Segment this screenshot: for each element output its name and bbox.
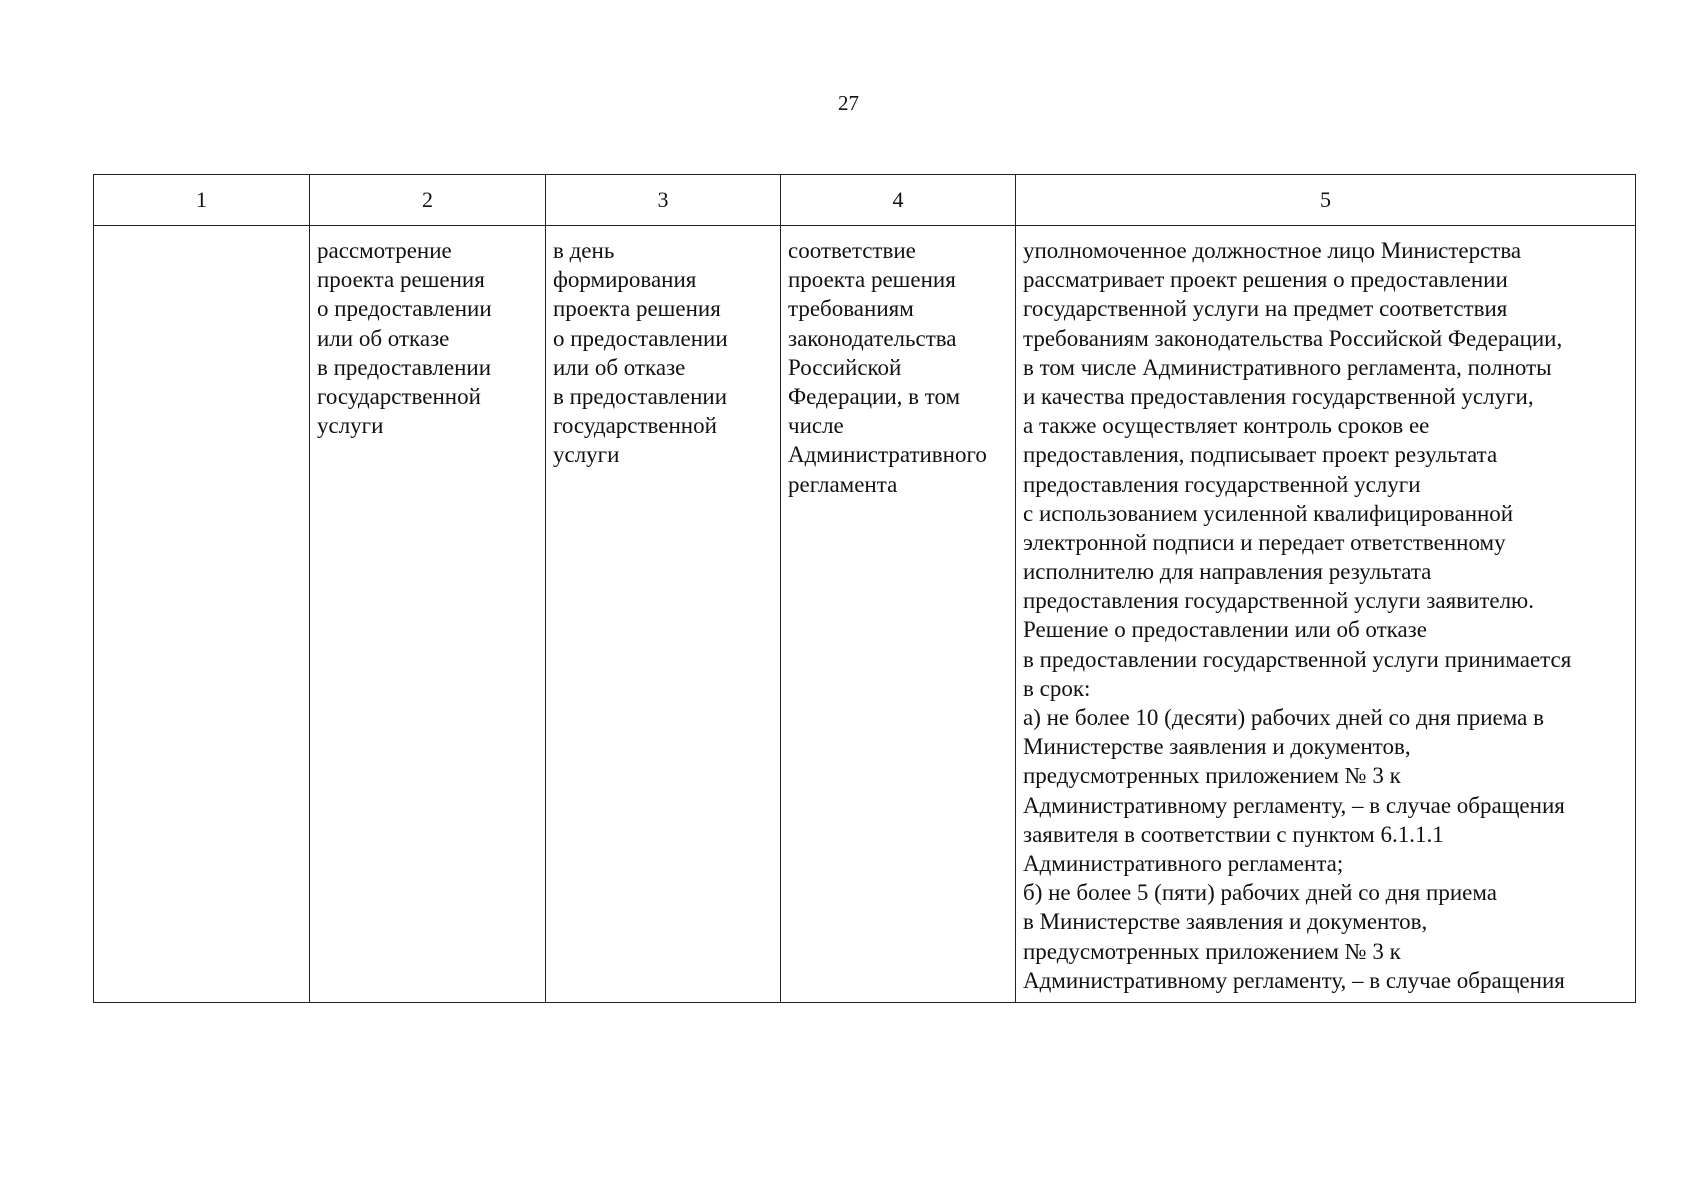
text-line: уполномоченное должностное лицо Министерства <box>1023 238 1522 263</box>
deadline-text <box>546 226 780 470</box>
text-line: в предоставлении <box>553 383 728 409</box>
text-line: числе <box>788 413 844 439</box>
text-line: предусмотренных приложением № 3 к <box>1023 938 1401 964</box>
column-header-1: 1 <box>94 175 310 226</box>
text-line: государственной <box>553 413 717 439</box>
text-line: Административному регламенту, – в случае обращения <box>1023 967 1565 993</box>
cell-procedure-name <box>310 226 546 1003</box>
text-line: предоставления государственной услуги заявителю. <box>1023 588 1534 614</box>
text-line: предоставления, подписывает проект результата <box>1023 442 1498 468</box>
text-line: или об отказе <box>317 325 450 351</box>
criteria-text <box>781 226 1015 499</box>
text-line: электронной подписи и передает ответственному <box>1023 529 1506 555</box>
text-line: государственной услуги на предмет соответствия <box>1023 296 1508 322</box>
text-line: или об отказе <box>553 354 686 380</box>
text-line: а) не более 10 (десяти) рабочих дней со дня приема в <box>1023 705 1544 730</box>
text-line: заявителя в соответствии с пунктом 6.1.1.1 <box>1023 821 1444 847</box>
text-line: в предоставлении <box>317 354 492 380</box>
cell-col1-text <box>94 226 309 236</box>
text-line: Решение о предоставлении или об отказе <box>1023 617 1427 643</box>
cell-deadline <box>546 226 781 1003</box>
text-line: в том числе Административного регламента, полноты <box>1023 354 1552 380</box>
procedure-name-text <box>310 226 545 440</box>
text-line: Административного <box>788 442 987 468</box>
text-line: о предоставлении <box>553 325 728 351</box>
table-header-row <box>94 175 1636 226</box>
procedure-table <box>93 174 1636 1003</box>
text-line: в день <box>553 238 615 263</box>
description-text <box>1016 226 1635 995</box>
text-line: проекта решения <box>553 296 721 322</box>
text-line: требованиям законодательства Российской Федерации, <box>1023 325 1563 351</box>
text-line: регламента <box>788 471 898 497</box>
cell-criteria <box>781 226 1016 1003</box>
page-number: 27 <box>838 91 859 115</box>
text-line: в срок: <box>1023 675 1091 701</box>
column-header-2: 2 <box>310 175 546 226</box>
column-header-3: 3 <box>546 175 781 226</box>
text-line: предусмотренных приложением № 3 к <box>1023 763 1401 789</box>
text-line: в Министерстве заявления и документов, <box>1023 909 1428 935</box>
text-line: услуги <box>317 413 384 439</box>
cell-col1 <box>94 226 310 1003</box>
cell-description <box>1016 226 1636 1003</box>
text-line: Административного регламента; <box>1023 850 1344 876</box>
text-line: услуги <box>553 442 620 468</box>
column-header-4: 4 <box>781 175 1016 226</box>
text-line: в предоставлении государственной услуги принимается <box>1023 646 1572 672</box>
text-line: б) не более 5 (пяти) рабочих дней со дня приема <box>1023 880 1497 906</box>
column-header-5: 5 <box>1016 175 1636 226</box>
text-line: с использованием усиленной квалифицированной <box>1023 500 1514 526</box>
text-line: рассмотрение <box>317 238 452 263</box>
text-line: Административному регламенту, – в случае обращения <box>1023 792 1565 818</box>
text-line: формирования <box>553 267 697 293</box>
text-line: а также осуществляет контроль сроков ее <box>1023 413 1430 439</box>
text-line: законодательства <box>788 325 957 351</box>
text-line: Российской <box>788 354 902 380</box>
table-row <box>94 226 1636 1003</box>
text-line: требованиям <box>788 296 914 322</box>
text-line: государственной <box>317 383 481 409</box>
text-line: рассматривает проект решения о предоставлении <box>1023 267 1508 293</box>
text-line: предоставления государственной услуги <box>1023 471 1421 497</box>
text-line: и качества предоставления государственной услуги, <box>1023 383 1534 409</box>
text-line: Министерстве заявления и документов, <box>1023 734 1411 760</box>
text-line: исполнителю для направления результата <box>1023 559 1432 585</box>
text-line: проекта решения <box>788 267 956 293</box>
text-line: соответствие <box>788 238 916 263</box>
text-line: проекта решения <box>317 267 485 293</box>
text-line: Федерации, в том <box>788 383 961 409</box>
text-line: о предоставлении <box>317 296 492 322</box>
